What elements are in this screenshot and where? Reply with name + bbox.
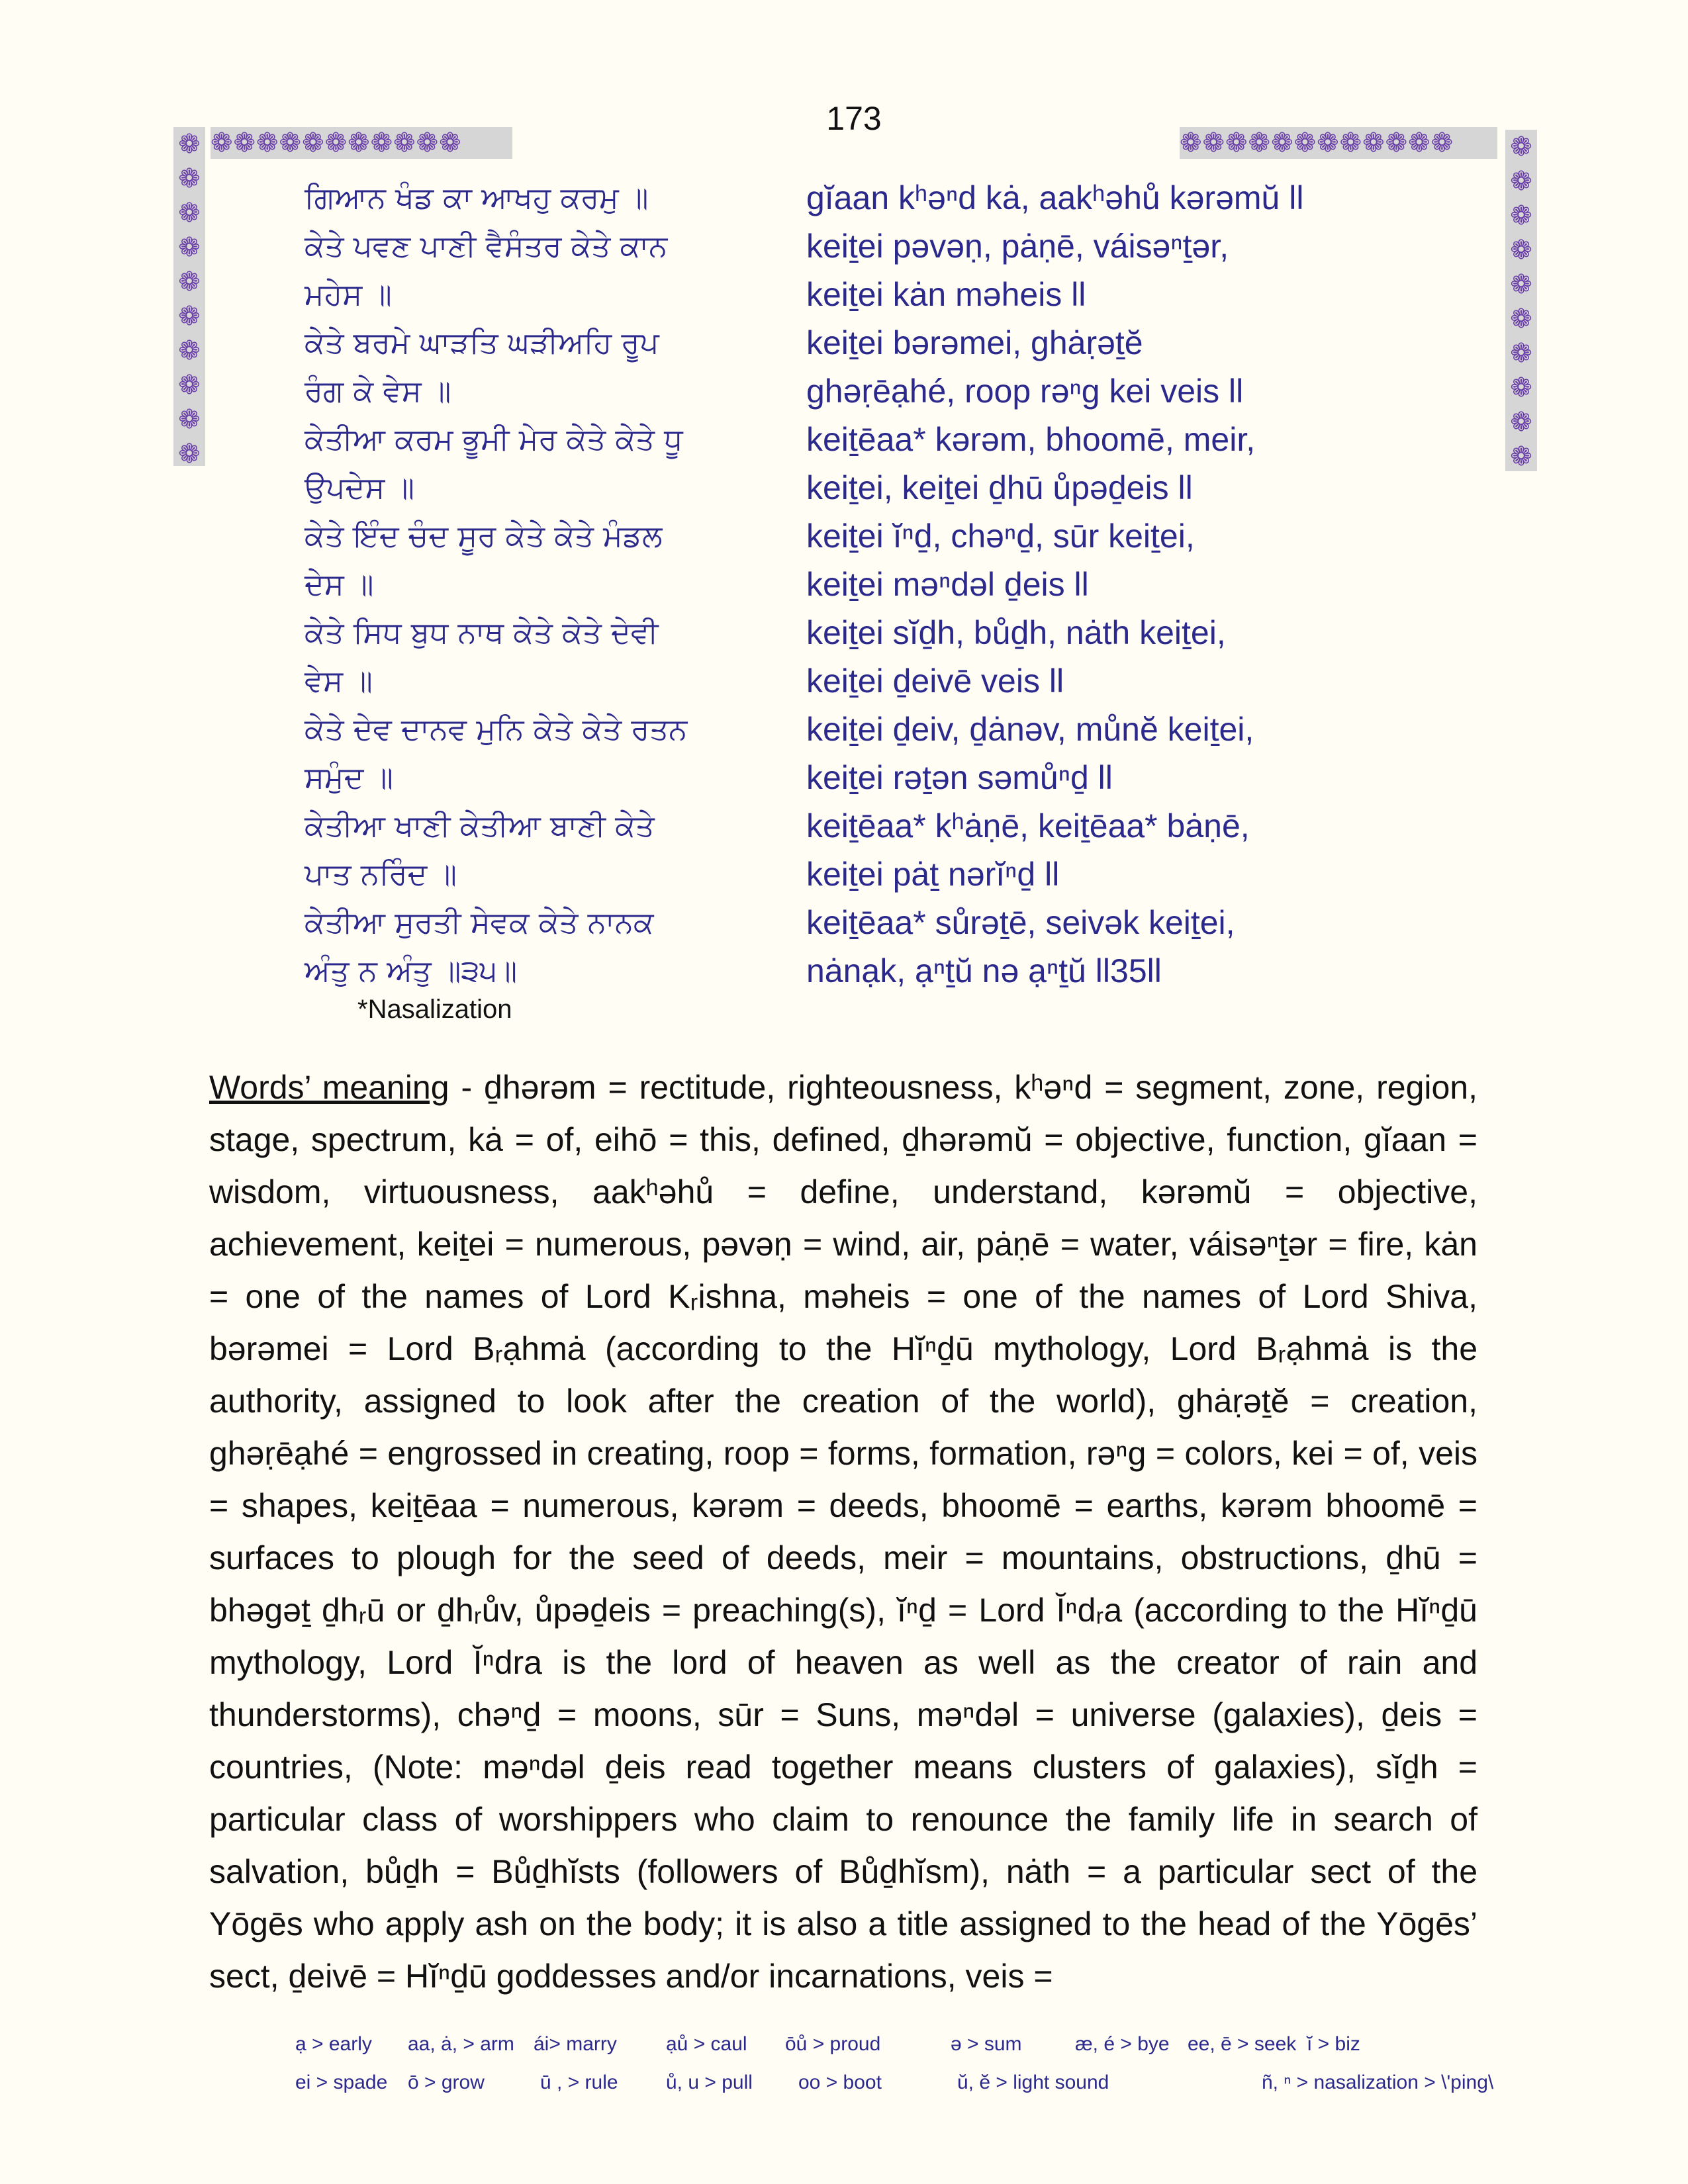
nasalization-footnote: *Nasalization — [357, 995, 512, 1024]
gurmukhi-text: ਕੇਤੇ ਦੇਵ ਦਾਨਵ ਮੁਨਿ ਕੇਤੇ ਕੇਤੇ ਰਤਨ — [305, 711, 688, 747]
key-item: ōů > proud — [785, 2033, 881, 2055]
gurmukhi-text: ਮਹੇਸ ॥ — [305, 276, 392, 312]
verse-line — [305, 222, 1430, 270]
key-item: ee, ē > seek — [1188, 2033, 1297, 2055]
transliteration-text: keiṯei rəṯən səmůⁿḏ ll — [806, 758, 1113, 796]
transliteration-text: keiṯēaa* sůrəṯē, seivək keiṯei, — [806, 903, 1235, 941]
words-meaning-paragraph — [209, 1062, 1477, 2003]
verse-line — [305, 270, 1430, 318]
key-item: ə > sum — [951, 2033, 1022, 2055]
transliteration-text: keiṯei ḏeiv, ḏȧnəv, můnĕ keiṯei, — [806, 710, 1254, 748]
key-item: ạů > caul — [666, 2033, 747, 2055]
key-item: aa, ȧ, > arm — [408, 2033, 514, 2055]
transliteration-text: keiṯei kȧn məheis ll — [806, 275, 1086, 313]
verse-line — [305, 512, 1430, 560]
verse-line — [305, 753, 1430, 801]
gurmukhi-text: ਵੇਸ ॥ — [305, 662, 373, 698]
pronunciation-key-row — [295, 2025, 1460, 2064]
verse-line — [305, 801, 1430, 850]
verse-line — [305, 705, 1430, 753]
key-item: ū , > rule — [540, 2071, 618, 2093]
key-item: ñ, ⁿ > nasalization > \'ping\ — [1262, 2071, 1494, 2093]
gurmukhi-text: ਕੇਤੇ ਸਿਧ ਬੁਧ ਨਾਥ ਕੇਤੇ ਕੇਤੇ ਦੇਵੀ — [305, 614, 659, 650]
gurmukhi-text: ਪਾਤ ਨਰਿੰਦ ॥ — [305, 856, 457, 891]
verse-line — [305, 318, 1430, 367]
transliteration-text: keiṯei, keiṯei ḏhū ůpəḏeis ll — [806, 469, 1193, 506]
key-item: ō > grow — [408, 2071, 485, 2093]
transliteration-text: keiṯei bərəmei, ghȧṛəṯĕ — [806, 324, 1143, 361]
key-item: ŭ, ĕ > light sound — [957, 2071, 1109, 2093]
verse-line — [305, 463, 1430, 512]
transliteration-text: keiṯēaa* kʰȧṇē, keiṯēaa* bȧṇē, — [806, 807, 1250, 844]
verse-line — [305, 898, 1430, 946]
verse-line — [305, 946, 1430, 995]
verse-line — [305, 415, 1430, 463]
transliteration-text: keiṯei pȧṯ nərĭⁿḏ ll — [806, 855, 1060, 893]
key-item: ů, u > pull — [666, 2071, 753, 2093]
gurmukhi-text: ਅੰਤੁ ਨ ਅੰਤੁ ॥੩੫॥ — [305, 952, 518, 988]
flower-border-right: ❁ ❁ ❁ ❁ ❁ ❁ ❁ ❁ ❁ ❁ — [1505, 130, 1537, 471]
transliteration-text: keiṯēaa* kərəm, bhoomē, meir, — [806, 420, 1256, 458]
verse-line — [305, 657, 1430, 705]
transliteration-text: keiṯei ĭⁿḏ, chəⁿḏ, sūr keiṯei, — [806, 517, 1195, 555]
gurmukhi-text: ਦੇਸ ॥ — [305, 566, 374, 602]
transliteration-text: keiṯei ḏeivē veis ll — [806, 662, 1064, 700]
page-number: 173 — [826, 100, 882, 137]
verse-line — [305, 173, 1430, 222]
key-item: ái> marry — [534, 2033, 617, 2055]
transliteration-text: keiṯei sĭḏh, bůḏh, nȧth keiṯei, — [806, 614, 1226, 651]
gurmukhi-text: ਰੰਗ ਕੇ ਵੇਸ ॥ — [305, 373, 451, 408]
gurmukhi-text: ਕੇਤੀਆ ਕਰਮ ਭੂਮੀ ਮੇਰ ਕੇਤੇ ਕੇਤੇ ਧੂ — [305, 421, 683, 457]
verse-block — [305, 173, 1430, 995]
transliteration-text: gĭaan kʰəⁿd kȧ, aakʰəhů kərəmŭ ll — [806, 179, 1304, 216]
key-item: ei > spade — [295, 2071, 388, 2093]
verse-line — [305, 608, 1430, 657]
pronunciation-key-row — [295, 2064, 1494, 2102]
words-meaning-text: - ḏhərəm = rectitude, righteousness, kʰəⁿd = segment, zone, region, stage, spectrum, kȧ = of, eihō = this, defined, ḏhərəmŭ = objective, function, gĭaan = wisdom, virtuousness, aakʰəhů = define, understand, kərəmŭ = objective, achievement, keiṯei = numerous, pəvəṇ = wind, air, pȧṇē = water, váisəⁿṯər = fire, kȧn = one of the names of Lord Kᵣishna, məheis = one of the names of Lord Shiva, bərəmei = Lord Bᵣạhmȧ (according to the Hĭⁿḏū mythology, Lord Bᵣạhmȧ is the authority, assigned to look after the creation of the world), ghȧṛəṯĕ = creation, ghəṛēạhé = engrossed in creating, roop = forms, formation, rəⁿg = colors, kei = of, veis = shapes, keiṯēaa = numerous, kərəm = deeds, bhoomē = earths, kərəm bhoomē = surfaces to plough for the seed of deeds, meir = mountains, obstructions, ḏhū = bhəgəṯ ḏhᵣū or ḏhᵣův, ůpəḏeis = preaching(s), ĭⁿḏ = Lord Ĭⁿdᵣa (according to the Hĭⁿḏū mythology, Lord Ĭⁿdra is the lord of heaven as well as the creator of rain and thunderstorms), chəⁿḏ = moons, sūr = Suns, məⁿdəl = universe (galaxies), ḏeis = countries, (Note: məⁿdəl ḏeis read together means clusters of galaxies), sĭḏh = particular class of worshippers who claim to renounce the family life in search of salvation, bůḏh = Bůḏhĭsts (followers of Bůḏhĭsm), nȧth = a particular sect of the Yōgēs who apply ash on the body; it is also a title assigned to the head of the Yōgēs’ sect, ḏeivē = Hĭⁿḏū goddesses and/or incarnations, veis = — [209, 1069, 1477, 1995]
flower-border-top-left: ❁❁❁❁❁❁❁❁❁❁❁ — [211, 127, 512, 159]
verse-line — [305, 367, 1430, 415]
key-item: ĭ > biz — [1307, 2033, 1360, 2055]
gurmukhi-text: ਕੇਤੀਆ ਸੁਰਤੀ ਸੇਵਕ ਕੇਤੇ ਨਾਨਕ — [305, 904, 654, 940]
verse-line — [305, 560, 1430, 608]
transliteration-text: keiṯei pəvəṇ, pȧṇē, váisəⁿṯər, — [806, 227, 1229, 265]
key-item: ạ > early — [295, 2033, 372, 2055]
pronunciation-key — [295, 2025, 1494, 2102]
transliteration-text: ghəṛēạhé, roop rəⁿg kei veis ll — [806, 372, 1244, 410]
gurmukhi-text: ਕੇਤੇ ਪਵਣ ਪਾਣੀ ਵੈਸੰਤਰ ਕੇਤੇ ਕਾਨ — [305, 228, 668, 263]
key-item: æ, é > bye — [1075, 2033, 1170, 2055]
gurmukhi-text: ਉਪਦੇਸ ॥ — [305, 469, 414, 505]
transliteration-text: keiṯei məⁿdəl ḏeis ll — [806, 565, 1089, 603]
gurmukhi-text: ਕੇਤੇ ਇੰਦ ਚੰਦ ਸੂਰ ਕੇਤੇ ਕੇਤੇ ਮੰਡਲ — [305, 518, 663, 553]
gurmukhi-text: ਕੇਤੀਆ ਖਾਣੀ ਕੇਤੀਆ ਬਾਣੀ ਕੇਤੇ — [305, 807, 655, 843]
transliteration-text: nȧnạk, ạⁿṯŭ nə ạⁿṯŭ ll35ll — [806, 952, 1162, 989]
flower-border-left: ❁ ❁ ❁ ❁ ❁ ❁ ❁ ❁ ❁ ❁ — [173, 127, 205, 466]
verse-line — [305, 850, 1430, 898]
key-item: oo > boot — [798, 2071, 882, 2093]
gurmukhi-text: ਗਿਆਨ ਖੰਡ ਕਾ ਆਖਹੁ ਕਰਮੁ ॥ — [305, 179, 649, 215]
gurmukhi-text: ਕੇਤੇ ਬਰਮੇ ਘਾੜਤਿ ਘੜੀਅਹਿ ਰੂਪ — [305, 324, 659, 360]
flower-border-top-right: ❁❁❁❁❁❁❁❁❁❁❁❁ — [1180, 127, 1497, 159]
gurmukhi-text: ਸਮੁੰਦ ॥ — [305, 759, 394, 795]
words-meaning-heading: Words’ meaning — [209, 1069, 449, 1106]
